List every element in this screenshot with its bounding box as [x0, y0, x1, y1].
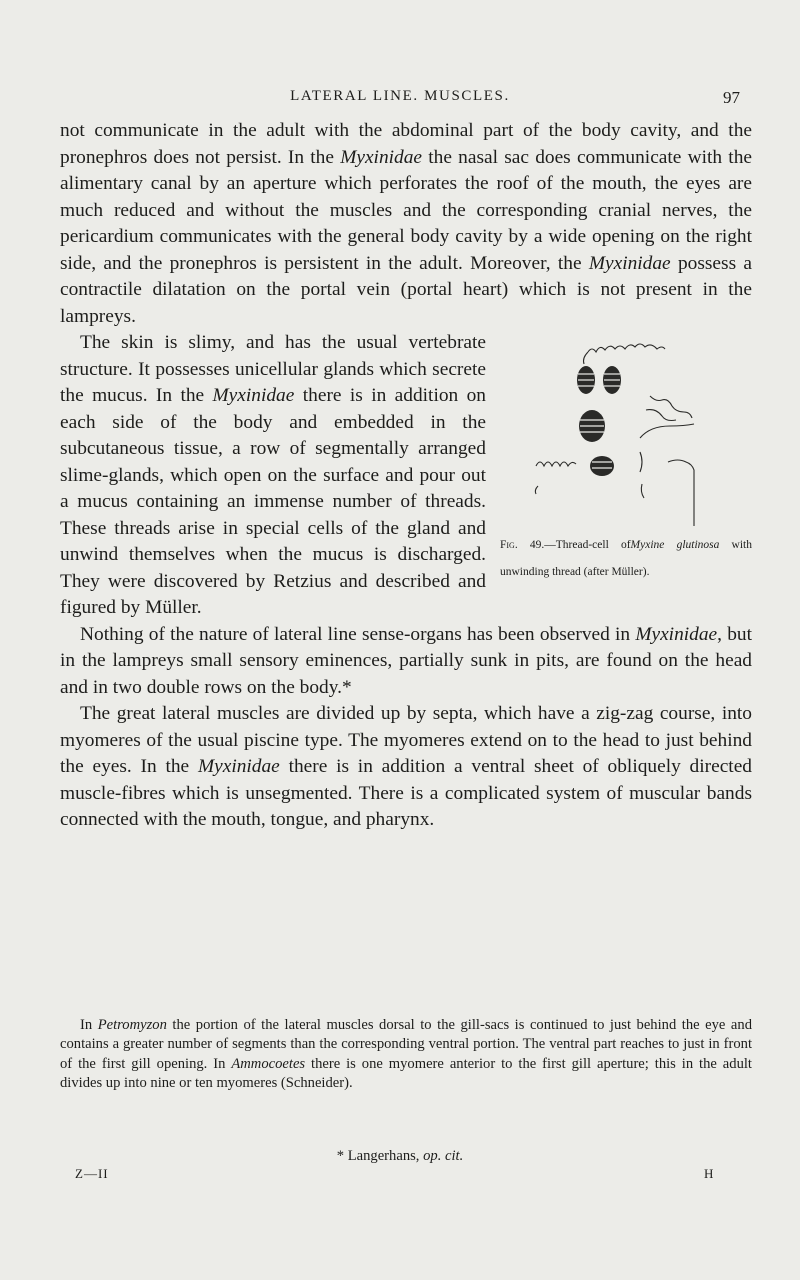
italic-term: Ammocoetes: [231, 1055, 306, 1072]
text-run: there is one myomere anterior to the first gill aperture; this in the adult divides up into nine or ten myomeres (Schneider).: [60, 1055, 752, 1091]
text-run: The great lateral muscles are divided up by septa, which have a zig-zag course, into myomeres of the usual piscine type. The myomeres extend on to the head to just behind the eyes. In the: [60, 703, 752, 777]
italic-term: Myxinidae: [635, 623, 718, 645]
italic-term: Myxinidae: [197, 756, 280, 777]
italic-term: Petromyzon: [97, 1017, 167, 1033]
text-run: not communicate in the adult with the abdominal part of the body cavity, and the pronephros does not persist. In the: [60, 120, 752, 168]
footnote: * Langerhans, op. cit.: [336, 1148, 464, 1164]
text-run: there is in addition a ventral sheet of obliquely directed muscle-fibres which is unsegmented. There is a complicated system of muscular bands connected with the mouth, tongue, and pharynx.: [60, 756, 753, 830]
text-run: possess a contractile dilatation on the portal vein (portal heart) which is not present in the lampreys.: [60, 252, 752, 327]
figure-caption: Fig. 49.—Thread-cell ofMyxine glutinosa with unwinding thread (after Müller).: [500, 539, 752, 578]
text-run: the nasal sac does communicate with the alimentary canal by an aperture which perforates the roof of the mouth, the eyes are much reduced and without the muscles and the corresponding cranial nerves, the pericardium communicates with the general body cavity by a wide opening on the right side, and the pronephros is persistent in the adult. Moreover, the: [60, 146, 752, 274]
paragraph-3: [60, 622, 752, 702]
signature-mark: Z—II: [75, 1166, 109, 1181]
paragraph-2: [60, 330, 752, 622]
italic-term: Myxinidae: [340, 146, 423, 168]
thread-cell-illustration: [500, 334, 752, 530]
text-run: there is in addition on each side of the body and embedded in the subcutaneous tissue, a row of segmentally arranged slime-glands, which open on the surface and pour out a mucus containing an immense number of threads. These threads arise in special cells of the gland and unwind themselves when the mucus is discharged. They were discovered by Retzius and described and figured by Müller.: [60, 385, 486, 618]
text-run: The skin is slimy, and has the usual vertebrate structure. It possesses unicellular glands which secrete the mucus. In the: [60, 332, 486, 406]
page-number: 97: [723, 88, 740, 107]
figure-49: [500, 334, 752, 583]
sheet-letter: H: [704, 1166, 714, 1181]
paragraph-1: [60, 118, 752, 330]
text-run: , but in the lampreys small sensory eminences, partially sunk in pits, are found on the head and in two double rows on the body.*: [60, 623, 752, 698]
page-header: [60, 88, 740, 112]
text-run: Nothing of the nature of lateral line sense-organs has been observed in: [80, 623, 636, 645]
text-run: the portion of the lateral muscles dorsal to the gill-sacs is continued to just behind the eye and contains a greater number of segments than the corresponding ventral portion. The ventral part reaches to just in front of the first gill opening. In: [60, 1017, 753, 1072]
main-text: [60, 118, 752, 834]
paragraph-4: [60, 701, 752, 834]
italic-term: Myxinidae: [212, 385, 295, 406]
running-title: LATERAL LINE. MUSCLES.: [290, 88, 510, 104]
small-print-note: In Petromyzon the portion of the lateral muscles dorsal to the gill-sacs is continued to just behind the eye and contains a greater number of segments than the corresponding ventral portion. The ventral part reaches to just in front of the first gill opening. In Ammocoetes there is one myomere anterior to the first gill aperture; this in the adult divides up into nine or ten myomeres (Schneider).: [60, 1017, 753, 1091]
italic-term: Myxinidae: [588, 252, 671, 274]
